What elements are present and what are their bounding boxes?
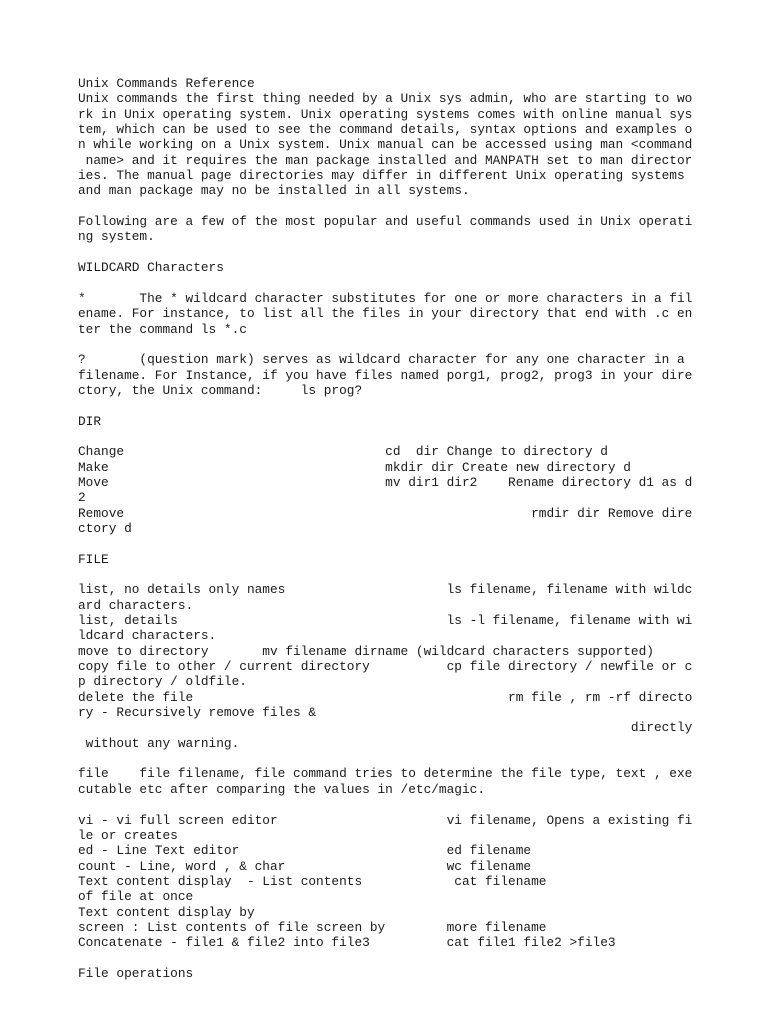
document-page	[78, 76, 698, 981]
intro-paragraph-line: Unix commands the first thing needed by a Unix sys admin, who are starting to wo	[78, 91, 693, 107]
file-command-line: ard characters.	[78, 597, 194, 613]
editor-command-line: le or creates	[78, 827, 178, 843]
blank-line	[78, 337, 698, 352]
section-heading-wildcard: WILDCARD Characters	[78, 260, 224, 276]
section-heading-file: FILE	[78, 551, 109, 567]
wildcard-star-line: * The * wildcard character substitutes for one or more characters in a fil	[78, 290, 693, 306]
dir-command-line: Make mkdir dir Create new directory d	[78, 459, 631, 475]
dir-command-line: Change cd dir Change to directory d	[78, 444, 608, 460]
section-heading-file-operations: File operations	[78, 965, 194, 981]
blank-line	[78, 797, 698, 812]
blank-line	[78, 951, 698, 966]
file-command-line: directly	[78, 720, 693, 736]
blank-line	[78, 199, 698, 214]
wildcard-question-line: ctory, the Unix command: ls prog?	[78, 382, 363, 398]
intro-paragraph-line: rk in Unix operating system. Unix operating systems comes with online manual sys	[78, 106, 693, 122]
blank-line	[78, 567, 698, 582]
blank-line	[78, 245, 698, 260]
wildcard-star-line: ename. For instance, to list all the files in your directory that end with .c en	[78, 306, 693, 322]
file-command-line: list, details ls -l filename, filename with wi	[78, 613, 693, 629]
intro-paragraph-line: tem, which can be used to see the command details, syntax options and examples o	[78, 122, 693, 138]
file-command-line: without any warning.	[78, 735, 240, 751]
editor-command-line: vi - vi full screen editor vi filename, Opens a existing fi	[78, 812, 693, 828]
following-paragraph-line: Following are a few of the most popular and useful commands used in Unix operati	[78, 214, 693, 230]
file-command-line: ry - Recursively remove files &	[78, 705, 317, 721]
file-command-line: ldcard characters.	[78, 628, 217, 644]
file-command-line: copy file to other / current directory cp file directory / newfile or c	[78, 659, 693, 675]
file-type-line: file file filename, file command tries to determine the file type, text , exe	[78, 766, 693, 782]
following-paragraph-line: ng system.	[78, 229, 155, 245]
editor-command-line: of file at once	[78, 889, 194, 905]
file-command-line: delete the file rm file , rm -rf directo	[78, 689, 693, 705]
intro-paragraph-line: ies. The manual page directories may differ in different Unix operating systems	[78, 168, 685, 184]
blank-line	[78, 275, 698, 290]
wildcard-question-line: filename. For Instance, if you have files named porg1, prog2, prog3 in your dire	[78, 367, 693, 383]
dir-command-line: ctory d	[78, 520, 132, 536]
editor-command-line: screen : List contents of file screen by more filename	[78, 919, 547, 935]
file-command-line: list, no details only names ls filename, filename with wildc	[78, 582, 693, 598]
blank-line	[78, 751, 698, 766]
document-title: Unix Commands Reference	[78, 76, 255, 91]
intro-paragraph-line: name> and it requires the man package installed and MANPATH set to man director	[78, 152, 693, 168]
wildcard-star-line: ter the command ls *.c	[78, 321, 247, 337]
editor-command-line: Text content display by	[78, 904, 255, 920]
blank-line	[78, 429, 698, 444]
blank-line	[78, 398, 698, 413]
editor-command-line: Concatenate - file1 & file2 into file3 cat file1 file2 >file3	[78, 935, 616, 951]
intro-paragraph-line: n while working on a Unix system. Unix manual can be accessed using man <command	[78, 137, 693, 153]
editor-command-line: Text content display - List contents cat filename	[78, 873, 547, 889]
intro-paragraph-line: and man package may no be installed in all systems.	[78, 183, 470, 199]
section-heading-dir: DIR	[78, 413, 102, 429]
file-type-line: cutable etc after comparing the values in /etc/magic.	[78, 781, 486, 797]
dir-command-line: Move mv dir1 dir2 Rename directory d1 as d	[78, 474, 693, 490]
blank-line	[78, 536, 698, 551]
dir-command-line: Remove rmdir dir Remove dire	[78, 505, 693, 521]
file-command-line: move to directory mv filename dirname (wildcard characters supported)	[78, 643, 654, 659]
editor-command-line: ed - Line Text editor ed filename	[78, 843, 532, 859]
file-command-line: p directory / oldfile.	[78, 674, 247, 690]
editor-command-line: count - Line, word , & char wc filename	[78, 858, 532, 874]
dir-command-line: 2	[78, 490, 86, 506]
wildcard-question-line: ? (question mark) serves as wildcard character for any one character in a	[78, 352, 685, 368]
